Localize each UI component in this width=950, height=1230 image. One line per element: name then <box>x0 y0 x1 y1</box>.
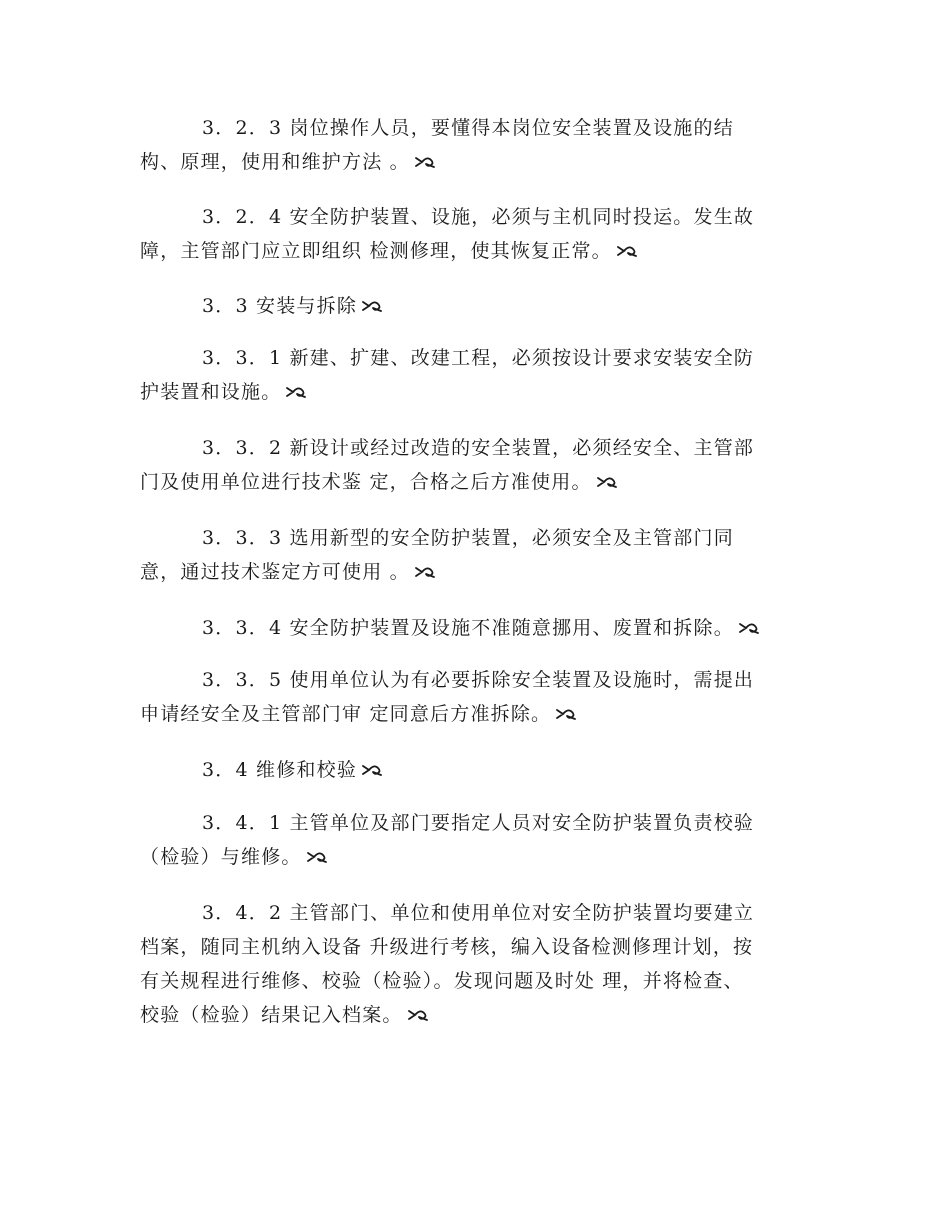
paragraph-line-last <box>140 375 808 409</box>
paragraph-3-4-2 <box>140 896 808 1032</box>
paragraph-line-last <box>140 998 808 1032</box>
paragraph-3-2-4 <box>140 200 808 268</box>
paragraph-line-text: 3．3 安装与拆除 <box>202 295 358 317</box>
paragraph-line-last <box>140 465 808 499</box>
paragraph-mark-icon <box>306 850 328 864</box>
paragraph-line-text: 3．3．4 安全防护装置及设施不准随意挪用、废置和拆除。 <box>202 617 734 639</box>
paragraph-line: 有关规程进行维修、校验（检验）。发现问题及时处 理，并将检查、 <box>140 970 744 992</box>
paragraph-line-last <box>140 611 808 645</box>
paragraph-line-last <box>140 840 808 874</box>
paragraph-line: 3．2．3 岗位操作人员，要懂得本岗位安全装置及设施的结 <box>202 117 734 139</box>
paragraph-3-2-3 <box>140 111 808 179</box>
paragraph-mark-icon <box>361 299 383 313</box>
paragraph-line-text: 门及使用单位进行技术鉴 定，合格之后方准使用。 <box>140 471 592 493</box>
paragraph-line: 3．4．1 主管单位及部门要指定人员对安全防护装置负责校验 <box>202 812 755 834</box>
paragraph-3-3-1 <box>140 341 808 409</box>
heading-3-3 <box>140 289 808 323</box>
paragraph-mark-icon <box>616 244 638 258</box>
paragraph-mark-icon <box>738 621 760 635</box>
paragraph-line: 3．3．3 选用新型的安全防护装置，必须安全及主管部门同 <box>202 527 734 549</box>
paragraph-line-last <box>140 145 808 179</box>
paragraph-line-last <box>140 697 808 731</box>
paragraph-3-3-4 <box>140 611 808 645</box>
paragraph-line: 3．2．4 安全防护装置、设施，必须与主机同时投运。发生故 <box>202 206 755 228</box>
paragraph-line-text: （检验）与维修。 <box>140 846 302 868</box>
paragraph-line-text: 申请经安全及主管部门审 定同意后方准拆除。 <box>140 703 552 725</box>
paragraph-line-text: 护装置和设施。 <box>140 381 282 403</box>
paragraph-3-3-5 <box>140 663 808 731</box>
paragraph-mark-icon <box>361 763 383 777</box>
paragraph-mark-icon <box>414 565 436 579</box>
paragraph-line: 档案，随同主机纳入设备 升级进行考核，编入设备检测修理计划，按 <box>140 936 754 958</box>
paragraph-mark-icon <box>596 475 618 489</box>
paragraph-3-3-3 <box>140 521 808 589</box>
paragraph-line-text: 校验（检验）结果记入档案。 <box>140 1004 403 1026</box>
paragraph-line-last <box>140 555 808 589</box>
heading-3-4 <box>140 753 808 787</box>
paragraph-line: 3．3．2 新设计或经过改造的安全装置，必须经安全、主管部 <box>202 437 755 459</box>
paragraph-line-text: 构、原理，使用和维护方法 。 <box>140 151 410 173</box>
paragraph-mark-icon <box>285 385 307 399</box>
paragraph-line: 3．3．1 新建、扩建、改建工程，必须按设计要求安装安全防 <box>202 347 755 369</box>
paragraph-line-text: 障，主管部门应立即组织 检测修理，使其恢复正常。 <box>140 240 612 262</box>
paragraph-line-last <box>140 289 808 323</box>
paragraph-mark-icon <box>407 1008 429 1022</box>
paragraph-line-last <box>140 234 808 268</box>
paragraph-3-3-2 <box>140 431 808 499</box>
paragraph-line-last <box>140 753 808 787</box>
paragraph-mark-icon <box>555 707 577 721</box>
paragraph-line-text: 3．4 维修和校验 <box>202 759 358 781</box>
paragraph-line-text: 意，通过技术鉴定方可使用 。 <box>140 561 410 583</box>
paragraph-line: 3．3．5 使用单位认为有必要拆除安全装置及设施时，需提出 <box>202 669 755 691</box>
paragraph-line: 3．4．2 主管部门、单位和使用单位对安全防护装置均要建立 <box>202 902 755 924</box>
paragraph-mark-icon <box>414 155 436 169</box>
paragraph-3-4-1 <box>140 806 808 874</box>
